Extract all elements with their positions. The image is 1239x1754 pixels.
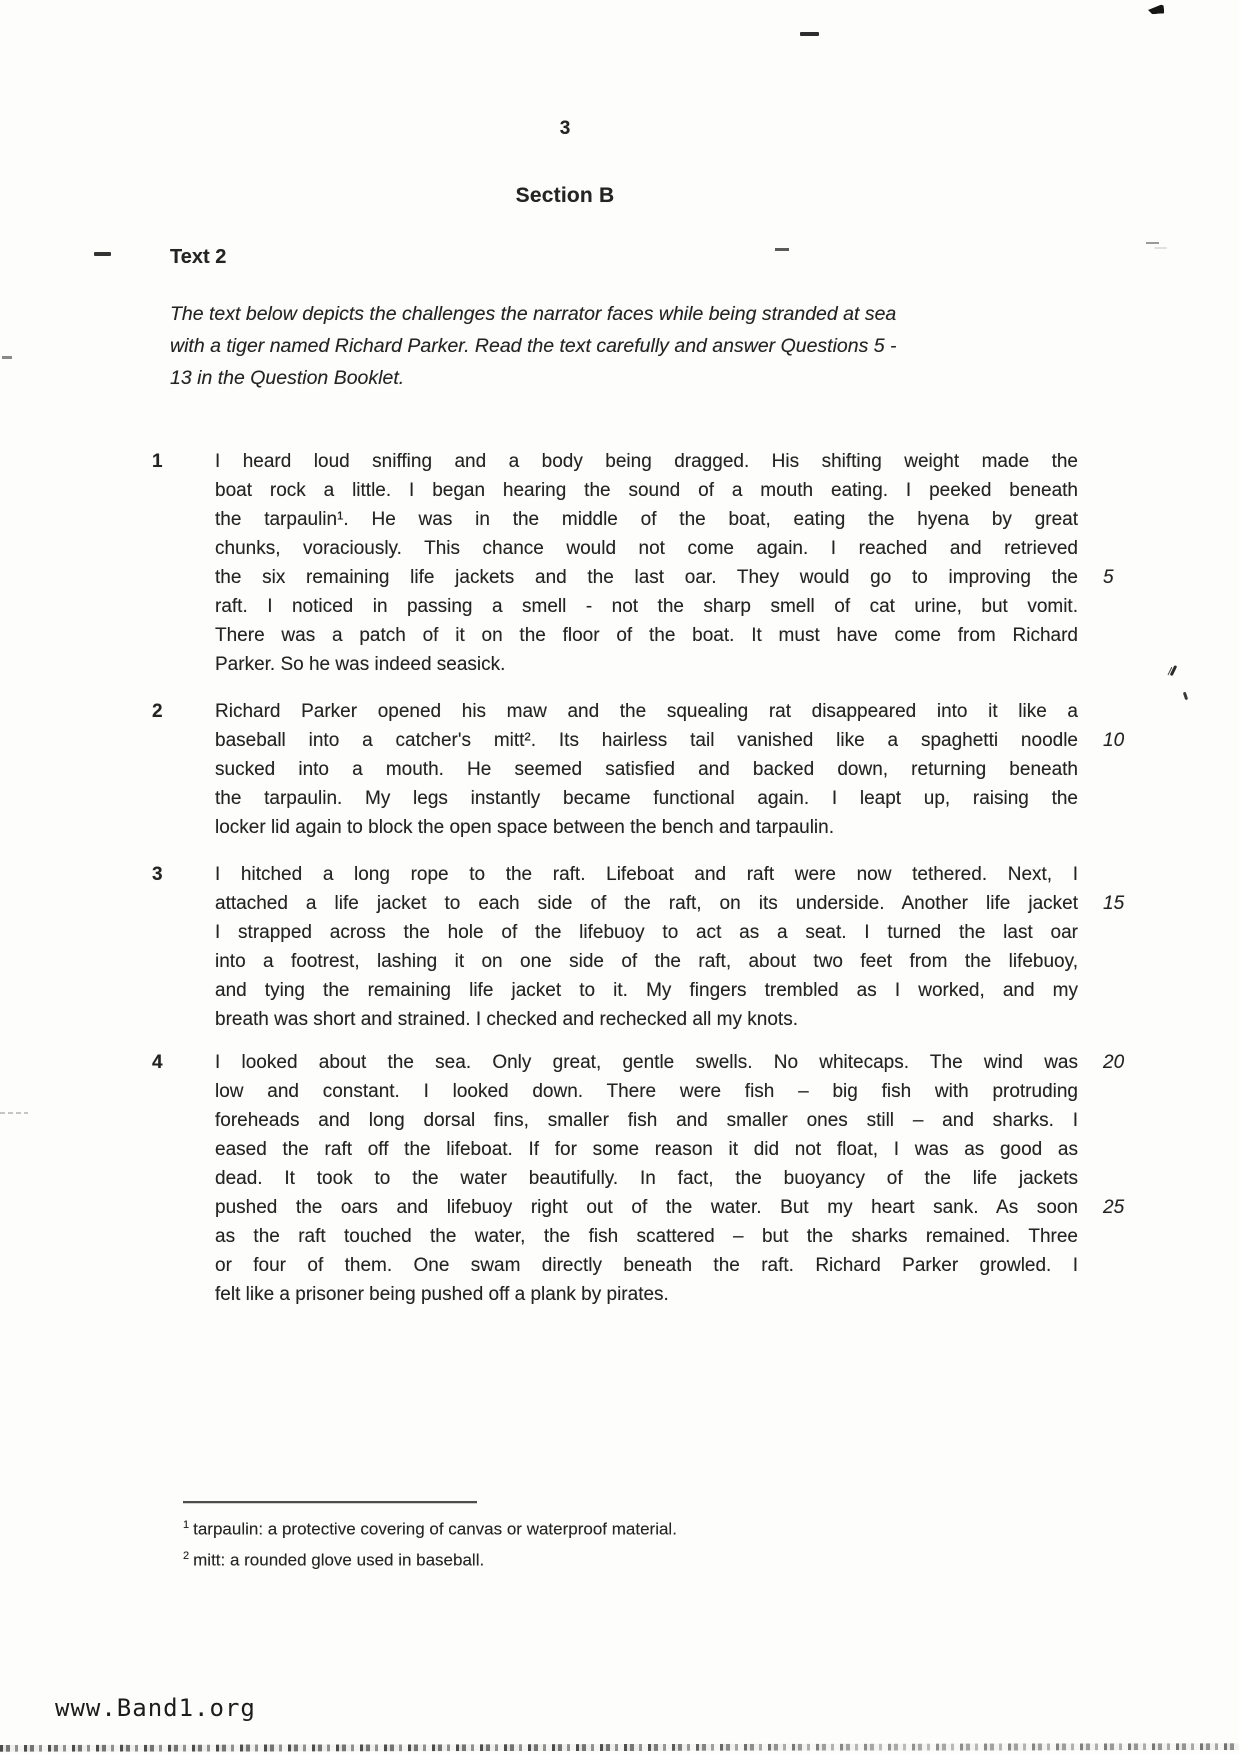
- passage-line: pushed the oars and lifebuoy right out of the water. But my heart sank. As soon 25: [215, 1193, 1078, 1222]
- footnotes: [183, 1512, 677, 1573]
- footnote-marker: 1: [183, 1519, 190, 1531]
- margin-line-number: 20: [1103, 1052, 1125, 1073]
- passage-line: and tying the remaining life jacket to it. My fingers trembled as I worked, and my: [215, 980, 1078, 1001]
- intro-line: The text below depicts the challenges the narrator faces while being stranded at sea: [170, 303, 897, 325]
- intro-line: 13 in the Question Booklet.: [170, 367, 405, 389]
- footnote: $^1$ tarpaulin: a protective covering of canvas or waterproof material.: [183, 1519, 677, 1539]
- margin-line-number: 15: [1103, 893, 1125, 914]
- page-number: 3: [559, 118, 571, 139]
- passage-line: I hitched a long rope to the raft. Lifeboat and raft were now tethered. Next, I: [215, 864, 1078, 885]
- margin-line-number: 10: [1103, 730, 1125, 751]
- scan-dash-left-margin: [94, 252, 111, 256]
- intro-paragraph: [170, 298, 1050, 394]
- passage: [152, 447, 1125, 1327]
- passage-line: chunks, voraciously. This chance would not come again. I reached and retrieved: [215, 538, 1078, 559]
- passage-line: the tarpaulin¹. He was in the middle of the boat, eating the hyena by great: [215, 509, 1078, 530]
- scan-dotted-line-left-edge: [0, 1112, 28, 1114]
- paragraph-number: 2: [152, 701, 163, 722]
- passage-line: foreheads and long dorsal fins, smaller fish and smaller ones still – and sharks. I: [215, 1110, 1078, 1131]
- footnote-marker: 2: [183, 1549, 190, 1562]
- passage-line: as the raft touched the water, the fish scattered – but the sharks remained. Three: [215, 1226, 1078, 1247]
- section-title: Section B: [515, 184, 615, 207]
- passage-line: sucked into a mouth. He seemed satisfied and backed down, returning beneath: [215, 759, 1078, 780]
- passage-line: into a footrest, lashing it on one side of the raft, about two feet from the lifebuoy,: [215, 951, 1078, 972]
- passage-line: low and constant. I looked down. There were fish – big fish with protruding: [215, 1081, 1078, 1102]
- passage-line: eased the raft off the lifeboat. If for some reason it did not float, I was as good as: [215, 1139, 1078, 1160]
- passage-line: attached a life jacket to each side of the raft, on its underside. Another life jacket 15: [215, 889, 1078, 918]
- passage-line: locker lid again to block the open space between the bench and tarpaulin.: [215, 817, 834, 838]
- scan-mark-top-right: [1148, 4, 1165, 14]
- scan-dash-left-edge: [2, 356, 12, 359]
- passage-line: boat rock a little. I began hearing the sound of a mouth eating. I peeked beneath: [215, 480, 1078, 501]
- margin-line-number: 25: [1103, 1197, 1125, 1218]
- passage-paragraph: [152, 697, 1125, 842]
- scan-dash-above-intro: [775, 248, 789, 251]
- passage-line: felt like a prisoner being pushed off a plank by pirates.: [215, 1284, 669, 1305]
- passage-paragraph: [152, 447, 1114, 679]
- margin-line-number: 5: [1103, 567, 1114, 588]
- watermark-url: www.Band1.org: [55, 1694, 256, 1722]
- passage-line: dead. It took to the water beautifully. In fact, the buoyancy of the life jackets: [215, 1168, 1078, 1189]
- passage-line: Richard Parker opened his maw and the squealing rat disappeared into it like a: [215, 701, 1078, 722]
- passage-line: I looked about the sea. Only great, gentle swells. No whitecaps. The wind was 20: [215, 1048, 1078, 1077]
- passage-line: the tarpaulin. My legs instantly became functional again. I leapt up, raising the: [215, 788, 1078, 809]
- passage-line: the six remaining life jackets and the last oar. They would go to improving the 5: [215, 563, 1078, 592]
- passage-line: Parker. So he was indeed seasick.: [215, 654, 506, 675]
- scan-dash-top-center: [800, 32, 819, 36]
- passage-paragraph: [152, 860, 1125, 1034]
- paragraph-number: 4: [152, 1052, 163, 1073]
- passage-paragraph: [152, 1048, 1125, 1309]
- passage-line: breath was short and strained. I checked and rechecked all my knots.: [215, 1009, 798, 1030]
- passage-line: There was a patch of it on the floor of the boat. It must have come from Richard: [215, 625, 1078, 646]
- paragraph-number: 3: [152, 864, 163, 885]
- footnote: $^2$ mitt: a rounded glove used in baseball.: [183, 1549, 485, 1570]
- passage-line: or four of them. One swam directly beneath the raft. Richard Parker growled. I: [215, 1255, 1078, 1276]
- passage-line: I heard loud sniffing and a body being dragged. His shifting weight made the: [215, 451, 1078, 472]
- passage-line: baseball into a catcher's mitt². Its hairless tail vanished like a spaghetti noodle 10: [215, 726, 1078, 755]
- intro-line: with a tiger named Richard Parker. Read the text carefully and answer Questions 5 -: [170, 335, 897, 357]
- scan-bottom-edge: [0, 1743, 1239, 1752]
- footnote-divider: [183, 1501, 477, 1503]
- passage-line: raft. I noticed in passing a smell - not the sharp smell of cat urine, but vomit.: [215, 596, 1078, 617]
- scan-tick-right-margin: [1183, 692, 1188, 700]
- paragraph-number: 1: [152, 451, 163, 472]
- text-2-label: Text 2: [170, 246, 227, 268]
- scan-squiggle-right-margin: [1170, 665, 1177, 676]
- passage-line: I strapped across the hole of the lifebuoy to act as a seat. I turned the last oar: [215, 922, 1078, 943]
- scan-dashes-right-margin: [1146, 242, 1159, 244]
